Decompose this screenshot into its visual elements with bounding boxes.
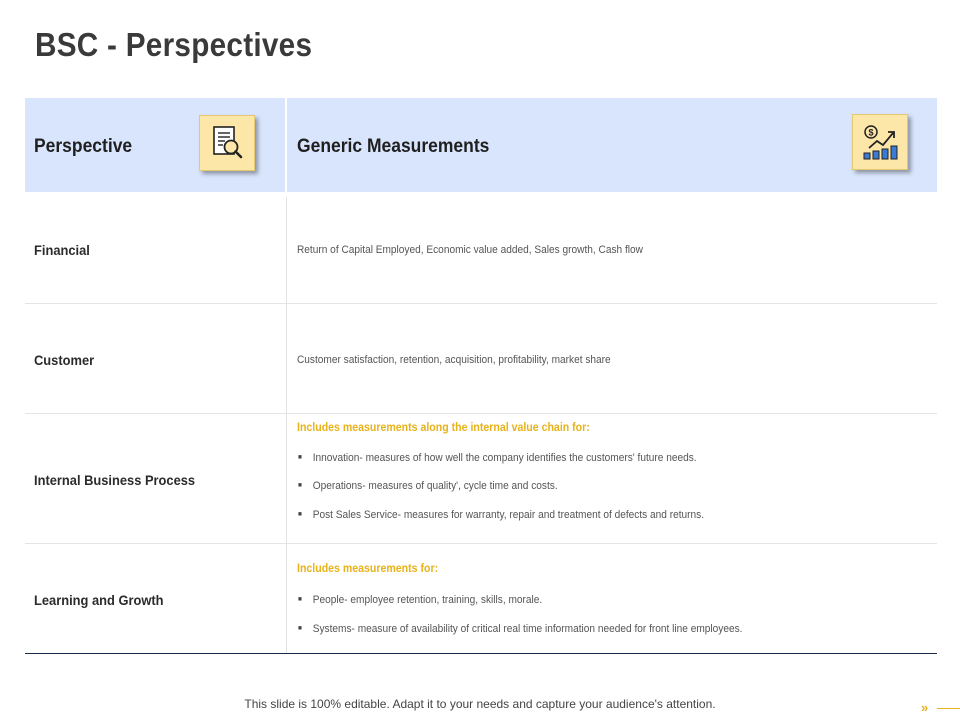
list-item: ■ Post Sales Service- measures for warranty, repair and treatment of defects and returns. xyxy=(298,509,705,521)
slide-title: BSC - Perspectives xyxy=(35,26,313,63)
row-text-customer: Customer satisfaction, retention, acquisition, profitability, market share xyxy=(297,354,611,366)
header-divider xyxy=(285,98,287,192)
header-measurements: Generic Measurements xyxy=(297,136,490,157)
column-divider xyxy=(286,197,287,653)
row-divider xyxy=(25,413,937,414)
dollar-growth-chart-icon xyxy=(852,114,908,170)
chevron-right-icon: » xyxy=(921,700,929,715)
footer-accent-line xyxy=(937,708,960,709)
table-bottom-border xyxy=(25,653,937,654)
document-search-icon xyxy=(199,115,255,171)
footer-note: This slide is 100% editable. Adapt it to your needs and capture your audience's attention. xyxy=(244,697,716,711)
row-heading-internal-business-process: Includes measurements along the internal value chain for: xyxy=(297,422,590,434)
row-label-financial: Financial xyxy=(34,242,90,258)
list-item: ■ People- employee retention, training, skills, morale. xyxy=(298,594,543,606)
header-perspective: Perspective xyxy=(34,136,133,157)
row-label-internal-business-process: Internal Business Process xyxy=(34,472,196,488)
row-label-learning-and-growth: Learning and Growth xyxy=(34,592,164,608)
row-text-financial: Return of Capital Employed, Economic value added, Sales growth, Cash flow xyxy=(297,244,643,256)
list-item: ■ Systems- measure of availability of critical real time information needed for front line employees. xyxy=(298,623,743,635)
list-item: ■ Operations- measures of quality', cycle time and costs. xyxy=(298,480,558,492)
list-item: ■ Innovation- measures of how well the company identifies the customers' future needs. xyxy=(298,452,697,464)
row-divider xyxy=(25,543,937,544)
row-label-customer: Customer xyxy=(34,352,95,368)
row-divider xyxy=(25,303,937,304)
row-heading-learning-and-growth: Includes measurements for: xyxy=(297,563,439,575)
svg-text:$: $ xyxy=(868,127,874,138)
